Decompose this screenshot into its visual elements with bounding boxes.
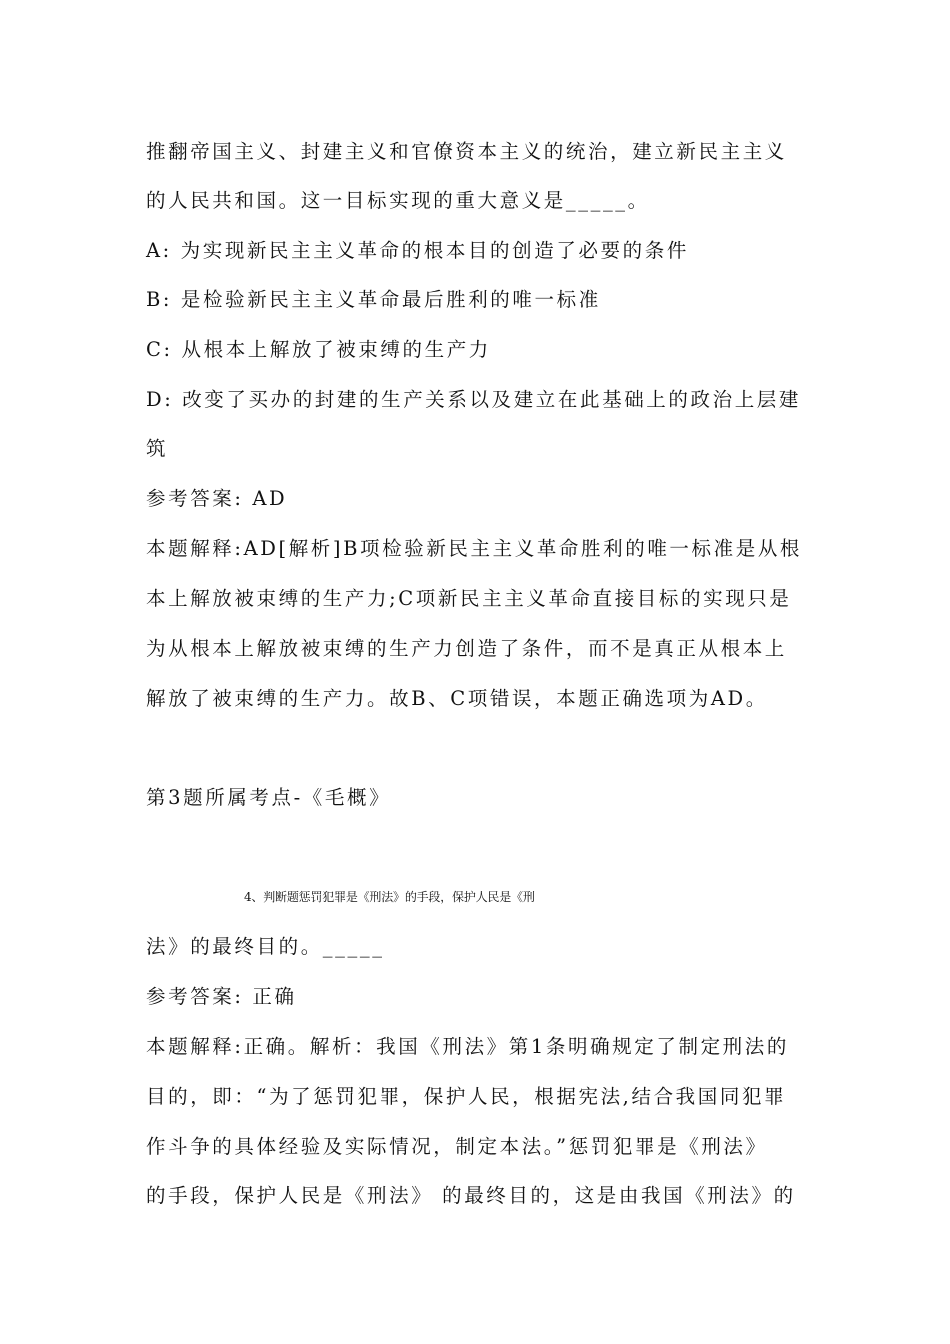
q4-stem-line-1: 4、判断题惩罚犯罪是《刑法》的手段，保护人民是《刑 — [244, 890, 535, 904]
q4-explanation-line-2: 目的，即：“为了惩罚犯罪，保护人民，根据宪法,结合我国同犯罪 — [146, 1085, 787, 1108]
q4-stem-line-2: 法》的最终目的。_____ — [146, 935, 385, 958]
q3-option-b: B: 是检验新民主主义革命最后胜利的唯一标准 — [146, 288, 601, 311]
q3-stem-line-2: 的人民共和国。这一目标实现的重大意义是_____。 — [146, 189, 650, 212]
q3-option-d-line-2: 筑 — [146, 437, 169, 460]
q3-answer: 参考答案: AD — [146, 487, 288, 510]
q3-explanation-line-2: 本上解放被束缚的生产力;C项新民主主义革命直接目标的实现只是 — [146, 587, 792, 610]
q4-explanation-line-4: 的手段，保护人民是《刑法》 的最终目的，这是由我国《刑法》的 — [146, 1184, 796, 1207]
q3-explanation-line-4: 解放了被束缚的生产力。故B、C项错误，本题正确选项为AD。 — [146, 687, 768, 710]
q3-knowledge-point: 第3题所属考点-《毛概》 — [146, 786, 392, 809]
q4-answer: 参考答案: 正确 — [146, 985, 297, 1008]
q3-explanation-line-1: 本题解释:AD[解析]B项检验新民主主义革命胜利的唯一标准是从根 — [146, 537, 803, 560]
q4-explanation-line-1: 本题解释:正确。解析：我国《刑法》第1条明确规定了制定刑法的 — [146, 1035, 789, 1058]
q3-option-c: C: 从根本上解放了被束缚的生产力 — [146, 338, 491, 361]
q3-option-d-line-1: D: 改变了买办的封建的生产关系以及建立在此基础上的政治上层建 — [146, 388, 802, 411]
q3-option-a: A: 为实现新民主主义革命的根本目的创造了必要的条件 — [146, 239, 689, 262]
q4-explanation-line-3: 作斗争的具体经验及实际情况，制定本法。”惩罚犯罪是《刑法》 — [146, 1135, 768, 1158]
q3-explanation-line-3: 为从根本上解放被束缚的生产力创造了条件，而不是真正从根本上 — [146, 637, 787, 660]
q3-stem-line-1: 推翻帝国主义、封建主义和官僚资本主义的统治，建立新民主主义 — [146, 140, 787, 163]
